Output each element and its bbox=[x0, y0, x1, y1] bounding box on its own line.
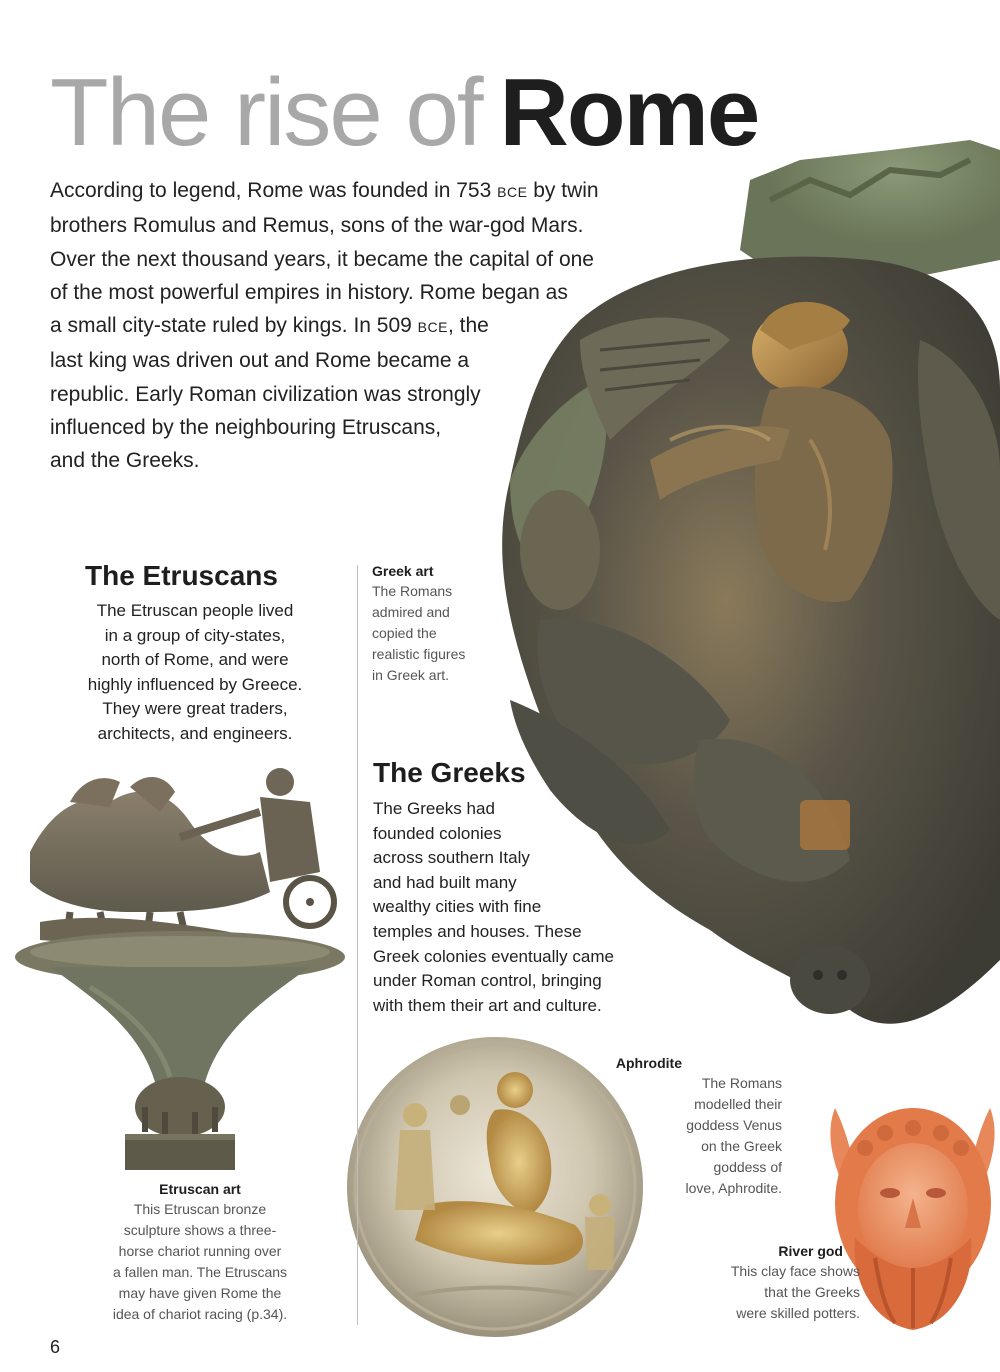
era-abbreviation: BCE bbox=[497, 184, 528, 200]
era-abbreviation: BCE bbox=[417, 319, 448, 336]
caption-line: realistic figures bbox=[372, 646, 466, 662]
caption-line: idea of chariot racing (p.34). bbox=[112, 1306, 288, 1322]
caption-line: The Romans bbox=[372, 583, 453, 599]
caption-line: that the Greeks bbox=[764, 1284, 860, 1300]
caption-line: modelled their bbox=[694, 1096, 782, 1112]
caption-line: admired and bbox=[372, 604, 450, 620]
etruscan-art-caption-body bbox=[75, 1199, 325, 1325]
title-light-part: The rise of bbox=[50, 59, 482, 166]
etruscans-line: They were great traders, bbox=[102, 699, 288, 719]
intro-line: Over the next thousand years, it became the capital of one bbox=[50, 247, 594, 271]
intro-line bbox=[50, 174, 700, 209]
intro-line: influenced by the neighbouring Etruscans, bbox=[50, 416, 442, 440]
intro-line: of the most powerful empires in history. Rome began as bbox=[50, 280, 568, 304]
intro-text: by twin bbox=[527, 179, 599, 202]
greeks-line: wealthy cities with fine bbox=[373, 897, 542, 917]
caption-line: The Romans bbox=[701, 1075, 782, 1091]
aphrodite-caption-body bbox=[600, 1073, 782, 1199]
greeks-line: across southern Italy bbox=[373, 848, 530, 868]
greeks-line: under Roman control, bringing bbox=[373, 971, 602, 991]
column-divider bbox=[357, 565, 358, 1325]
caption-line: This Etruscan bronze bbox=[133, 1201, 267, 1217]
caption-line: may have given Rome the bbox=[118, 1285, 282, 1301]
caption-line: goddess Venus bbox=[686, 1117, 782, 1133]
etruscans-line: in a group of city-states, bbox=[104, 625, 286, 645]
caption-line: in Greek art. bbox=[372, 667, 450, 683]
greeks-line: Greek colonies eventually came bbox=[373, 946, 614, 966]
intro-line: republic. Early Roman civilization was strongly bbox=[50, 382, 481, 406]
intro-line bbox=[50, 309, 700, 344]
title-bold-part: Rome bbox=[499, 59, 759, 166]
greek-art-caption-title: Greek art bbox=[372, 563, 434, 579]
greeks-line: and had built many bbox=[373, 872, 517, 892]
etruscans-body bbox=[60, 599, 330, 747]
etruscan-art-caption-title: Etruscan art bbox=[159, 1181, 241, 1197]
intro-line: and the Greeks. bbox=[50, 449, 200, 473]
greeks-line: founded colonies bbox=[373, 823, 502, 843]
etruscans-line: architects, and engineers. bbox=[97, 723, 293, 743]
greeks-body bbox=[373, 797, 673, 1018]
caption-line: goddess of bbox=[713, 1159, 782, 1175]
caption-line: on the Greek bbox=[701, 1138, 782, 1154]
etruscans-heading: The Etruscans bbox=[85, 560, 278, 591]
river-god-caption-title: River god bbox=[778, 1243, 843, 1259]
caption-line: were skilled potters. bbox=[736, 1305, 860, 1321]
page-number: 6 bbox=[50, 1337, 61, 1357]
etruscan-chariot-sculpture-image bbox=[10, 762, 350, 1172]
caption-line: horse chariot running over bbox=[118, 1243, 282, 1259]
caption-line: copied the bbox=[372, 625, 437, 641]
greeks-line: The Greeks had bbox=[373, 799, 495, 818]
page-title bbox=[50, 58, 758, 168]
greeks-heading: The Greeks bbox=[373, 757, 526, 788]
etruscans-line: north of Rome, and were bbox=[101, 650, 289, 670]
caption-line: This clay face shows bbox=[730, 1263, 860, 1279]
intro-line: brothers Romulus and Remus, sons of the war-god Mars. bbox=[50, 214, 584, 238]
intro-line: last king was driven out and Rome became a bbox=[50, 349, 470, 373]
greek-art-caption-body bbox=[372, 581, 502, 686]
intro-text: , the bbox=[447, 314, 489, 338]
intro-text: a small city-state ruled by kings. In 509 bbox=[50, 314, 418, 338]
caption-line: love, Aphrodite. bbox=[685, 1180, 782, 1196]
aphrodite-caption-title: Aphrodite bbox=[615, 1055, 682, 1071]
caption-line: sculpture shows a three- bbox=[123, 1222, 277, 1238]
intro-paragraph bbox=[50, 174, 700, 478]
river-god-caption-body bbox=[680, 1261, 860, 1324]
greeks-line: temples and houses. These bbox=[373, 921, 582, 941]
etruscans-line: The Etruscan people lived bbox=[96, 601, 294, 620]
etruscans-line: highly influenced by Greece. bbox=[87, 674, 303, 694]
caption-line: a fallen man. The Etruscans bbox=[112, 1264, 288, 1280]
intro-text: According to legend, Rome was founded in 753 bbox=[50, 179, 498, 202]
greeks-line: with them their art and culture. bbox=[373, 995, 602, 1015]
